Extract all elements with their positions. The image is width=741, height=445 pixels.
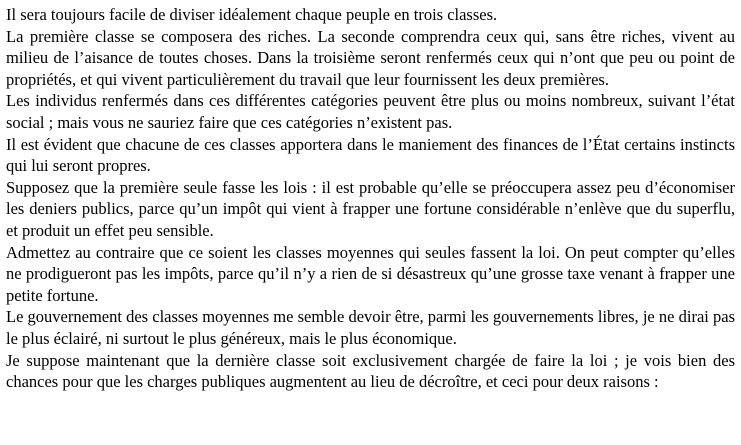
paragraph-middle-class-government: Le gouvernement des classes moyennes me semble devoir être, parmi les gouvernements libres, je ne dirai pas le plus éclairé, ni surtout le plus généreux, mais le plus économique. — [6, 307, 735, 348]
paragraph-class-definitions: La première classe se composera des riches. La seconde comprendra ceux qui, sans être riches, vivent au milieu de l’aisance de toutes choses. Dans la troisième seront renfermés ceux qui n’ont que peu ou point de propriétés, et qui vivent particulièrement du travail que leur fournissent les deux premières. — [6, 26, 735, 89]
paragraph-social-state: Les individus renfermés dans ces différentes catégories peuvent être plus ou moins nombreux, suivant l’état social ; mais vous ne sauriez faire que ces catégories n’existent pas. — [6, 91, 735, 132]
paragraph-three-classes: Il sera toujours facile de diviser idéalement chaque peuple en trois classes. — [6, 5, 498, 24]
paragraph-middle-class-laws: Admettez au contraire que ce soient les classes moyennes qui seules fassent la loi. On peut compter qu’elles ne prodigueront pas les impôts, parce qu’il n’y a rien de si désastreux qu’une grosse taxe venant à frapper une petite fortune. — [6, 242, 735, 305]
paragraph-last-class-laws: Je suppose maintenant que la dernière classe soit exclusivement chargée de faire la loi ; je vois bien des chances pour que les charges publiques augmentent au lieu de décroître, et ceci pour deux raisons : — [6, 350, 735, 392]
paragraph-state-finances: Il est évident que chacune de ces classes apportera dans le maniement des finances de l’État certains instincts qui lui seront propres. — [6, 134, 735, 176]
paragraph-first-class-laws: Supposez que la première seule fasse les lois : il est probable qu’elle se préoccupera assez peu d’économiser les deniers publics, parce qu’un impôt qui vient à frapper une fortune considérable n’enlève que du superflu, et produit un effet peu sensible. — [6, 177, 735, 240]
